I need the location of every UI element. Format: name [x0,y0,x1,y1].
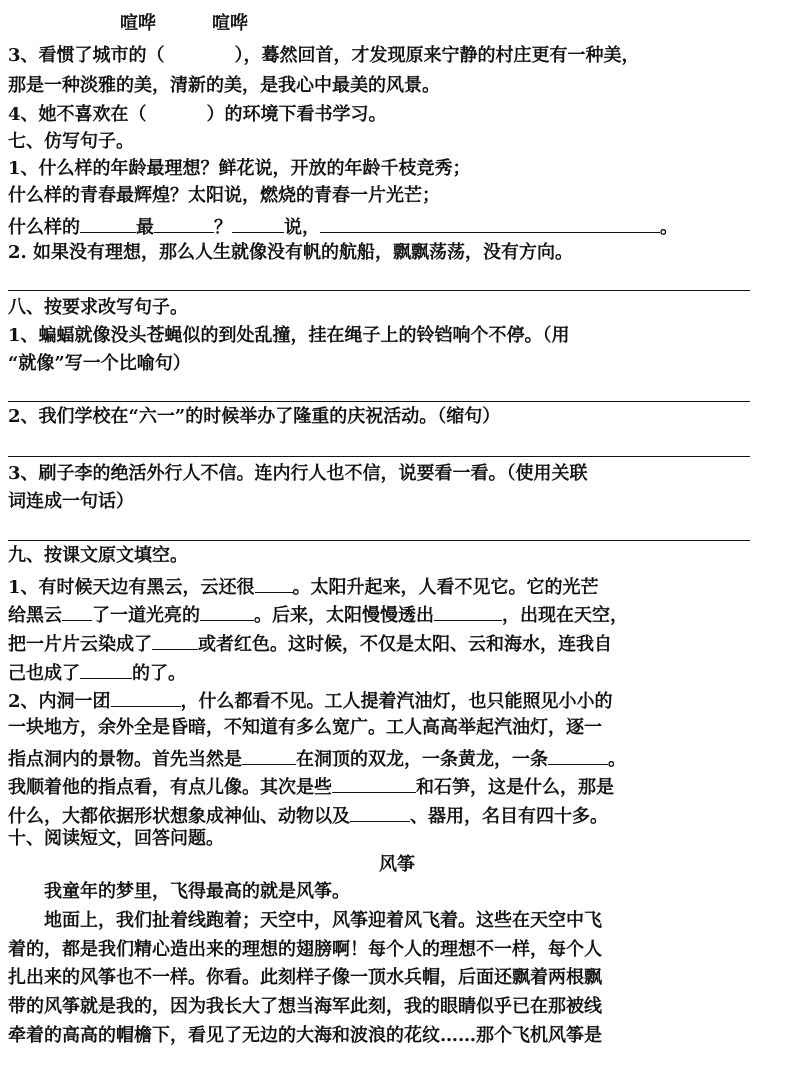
q8-item3-line2: 词连成一句话） [8,491,134,512]
q8-item2-answer-line[interactable] [8,456,750,457]
q9-p2-line1: 2、内洞一团 ，什么都看不见。工人提着汽油灯，也只能照见小小的 [8,687,613,714]
q6-item3-line1: 3、看惯了城市的（ ），蓦然回首，才发现原来宁静的村庄更有一种美， [8,45,640,66]
q6-item3-line2: 那是一种淡雅的美，清新的美，是我心中最美的风景。 [8,75,440,96]
q8-item1-line1: 1、蝙蝠就像没头苍蝇似的到处乱撞，挂在绳子上的铃铛响个不停。（用 [8,325,570,346]
q8-item3-line1: 3、刷子李的绝活外行人不信。连内行人也不信，说要看一看。（使用关联 [8,463,588,484]
q7-line4: 2. 如果没有理想，那么人生就像没有帆的航船，飘飘荡荡，没有方向。 [8,242,574,263]
q9-p2-line3: 指点洞内的景物。首先当然是 在洞顶的双龙，一条黄龙，一条 。 [8,745,626,772]
q9-p2-line4: 我顺着他的指点看，有点儿像。其次是些 和石笋，这是什么，那是 [8,773,614,800]
q7-blank-3[interactable] [232,213,284,233]
q9-blank-10[interactable] [332,773,416,793]
passage-title: 风筝 [379,854,415,875]
q7-line1: 1、什么样的年龄最理想？鲜花说，开放的年龄千枝竞秀； [8,158,471,179]
passage-para1: 我童年的梦里，飞得最高的就是风筝。 [44,881,350,902]
q9-blank-9[interactable] [548,745,608,765]
top-word-1: 喧哗 [120,13,156,34]
top-word-2: 喧哗 [212,13,248,34]
q9-blank-5[interactable] [152,630,198,650]
passage-para2-line1: 地面上，我们扯着线跑着；天空中，风筝迎着风飞着。这些在天空中飞 [44,910,602,931]
passage-para2-line3: 扎出来的风筝也不一样。你看。此刻样子像一顶水兵帽，后面还飘着两根飘 [8,967,602,988]
q9-blank-6[interactable] [80,659,132,679]
q7-blank-1[interactable] [80,213,136,233]
q9-blank-4[interactable] [434,601,502,621]
q9-p2-line2: 一块地方，余外全是昏暗，不知道有多么宽广。工人高高举起汽油灯，逐一 [8,717,602,738]
q9-blank-11[interactable] [350,802,410,822]
q9-blank-1[interactable] [255,573,293,593]
q9-blank-2[interactable] [62,601,92,621]
q6-item4: 4、她不喜欢在（ ）的环境下看书学习。 [8,104,387,125]
q8-item1-answer-line[interactable] [8,401,750,402]
q9-p1-line3: 把一片片云染成了 或者红色。这时候，不仅是太阳、云和海水，连我自 [8,630,612,657]
q8-heading: 八、按要求改写句子。 [8,297,188,318]
q7-blank-2[interactable] [154,213,214,233]
q8-item1-line2: “就像”写一个比喻句） [8,353,191,374]
q8-item3-answer-line[interactable] [8,540,750,541]
passage-para2-line5: 牵着的高高的帽檐下，看见了无边的大海和波浪的花纹……那个飞机风筝是 [8,1025,602,1046]
q8-item2: 2、我们学校在“六一”的时候举办了隆重的庆祝活动。（缩句） [8,406,501,427]
q7-line3: 什么样的 最 ？ 说， 。 [8,213,678,240]
q9-heading: 九、按课文原文填空。 [8,545,188,566]
q7-blank-4[interactable] [320,213,660,233]
q7-answer-line[interactable] [8,290,750,291]
q9-blank-3[interactable] [200,601,254,621]
q9-p1-line2: 给黑云 了一道光亮的 。后来，太阳慢慢透出 ，出现在天空， [8,601,628,628]
q10-heading: 十、阅读短文，回答问题。 [8,828,224,849]
q9-p1-line4: 己也成了 的了。 [8,659,186,686]
q9-p1-line1: 1、有时候天边有黑云，云还很 。太阳升起来，人看不见它。它的光芒 [8,573,599,600]
q9-blank-8[interactable] [242,745,296,765]
q7-heading: 七、仿写句子。 [8,131,134,152]
q9-p2-line5: 什么，大都依据形状想象成神仙、动物以及 、器用，名目有四十多。 [8,802,608,829]
q9-blank-7[interactable] [111,687,181,707]
q7-line2: 什么样的青春最辉煌？太阳说，燃烧的青春一片光芒； [8,185,440,206]
passage-para2-line2: 着的，都是我们精心造出来的理想的翅膀啊！每个人的理想不一样，每个人 [8,939,602,960]
passage-para2-line4: 带的风筝就是我的，因为我长大了想当海军此刻，我的眼睛似乎已在那被线 [8,996,602,1017]
